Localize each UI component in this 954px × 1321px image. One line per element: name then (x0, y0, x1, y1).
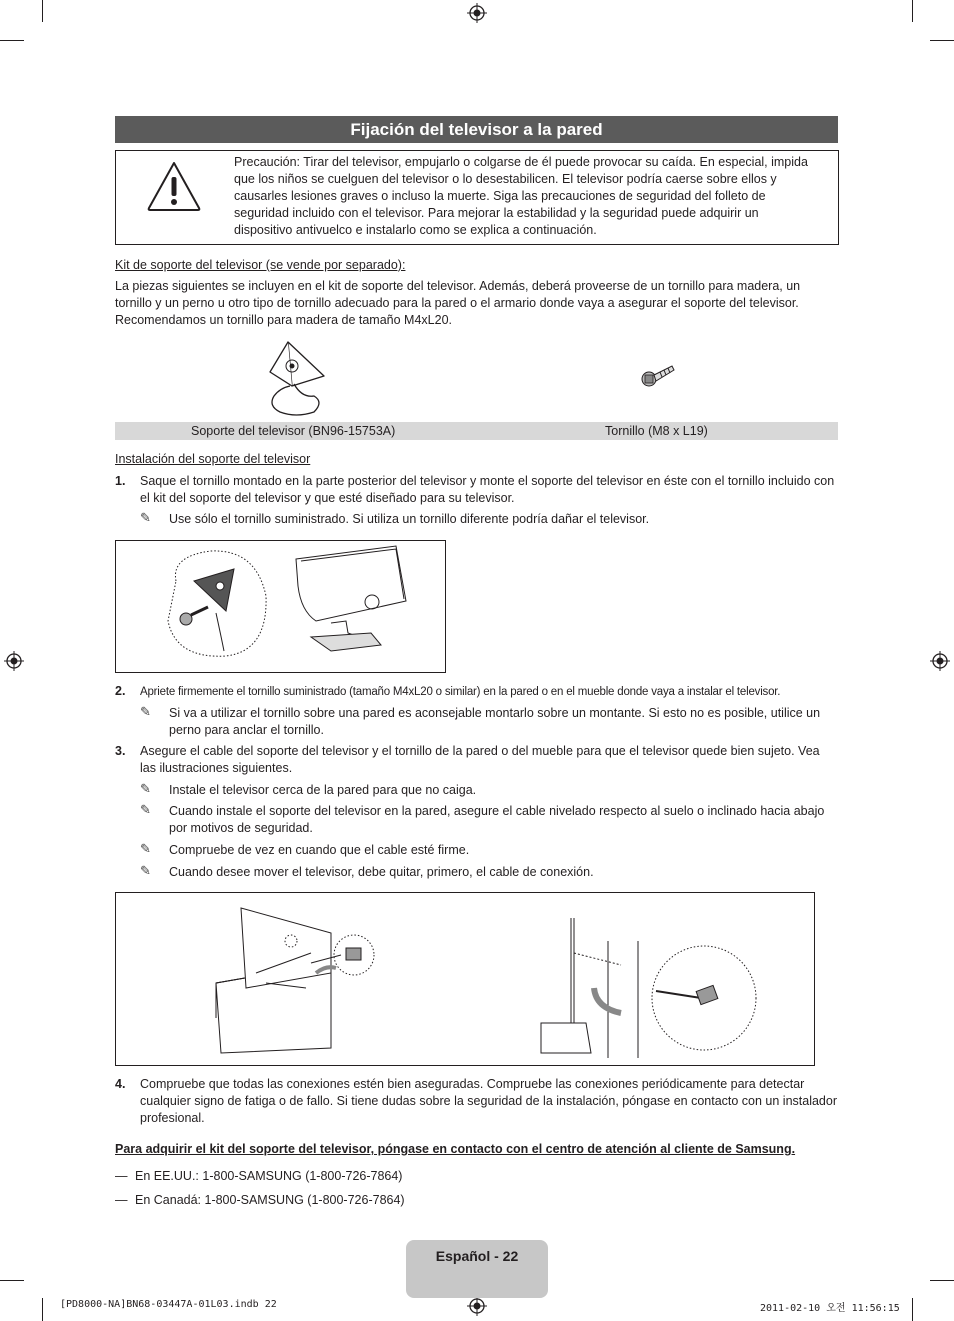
contact-heading: Para adquirir el kit del soporte del televisor, póngase en contacto con el centro de atención al cliente de Samsung. (115, 1142, 796, 1156)
pencil-note-icon: ✎ (140, 510, 151, 525)
pencil-note-icon: ✎ (140, 704, 151, 719)
crop-mark (0, 1280, 24, 1281)
note-text: Cuando instale el soporte del televisor en la pared, asegure el cable nivelado respecto al suelo o inclinado hacia abajo por motivos de seguridad. (169, 804, 825, 835)
registration-mark-icon (930, 651, 950, 671)
install-heading: Instalación del soporte del televisor (115, 452, 311, 466)
crop-mark (930, 40, 954, 41)
contact-line: En Canadá: 1-800-SAMSUNG (1-800-726-7864) (135, 1193, 405, 1207)
caution-text (234, 154, 814, 239)
illustration-bracket-mount (115, 540, 446, 673)
tv-holder-bracket-image (262, 338, 330, 418)
pencil-note-icon: ✎ (140, 863, 151, 878)
step-number: 1. (115, 474, 126, 488)
step-text: Asegure el cable del soporte del televisor y el tornillo de la pared o del mueble para que el televisor quede bien sujeto. Vea las ilustraciones siguientes. (140, 744, 820, 775)
page-title: Fijación del televisor a la pared (115, 116, 838, 143)
crop-mark (0, 40, 24, 41)
step-number: 2. (115, 684, 126, 698)
footer-timestamp: 2011-02-10 오전 11:56:15 (760, 1303, 900, 1314)
note-text: Instale el televisor cerca de la pared para que no caiga. (169, 783, 477, 797)
crop-mark (42, 0, 43, 22)
contact-line: En EE.UU.: 1-800-SAMSUNG (1-800-726-7864) (135, 1169, 403, 1183)
kit-items-bar (115, 422, 838, 440)
crop-mark (42, 1298, 43, 1321)
note-text: Cuando desee mover el televisor, debe quitar, primero, el cable de conexión. (169, 865, 594, 879)
caution-body: : Tirar del televisor, empujarlo o colgarse de él puede provocar su caída. En especial, impida que los niños se cuelguen del televisor o lo desestabilicen. El televisor podría caerse sobre ellos y causarles lesiones graves o incluso la muerte. Siga las precauciones de seguridad del folleto de seguridad incluido con el televisor. Para mejorar la estabilidad y la seguridad puede adquirir un dispositivo antivuelco e instalarlo como se explica a continuación. (234, 155, 808, 237)
step-number: 4. (115, 1077, 126, 1091)
note-text: Si va a utilizar el tornillo sobre una pared es aconsejable montarlo sobre un montante. Si esto no es posible, utilice un perno para anclar el tornillo. (169, 706, 821, 737)
kit-item-holder: Soporte del televisor (BN96-15753A) (191, 424, 396, 438)
crop-mark (912, 1298, 913, 1321)
step-text: Apriete firmemente el tornillo suministrado (tamaño M4xL20 o similar) en la pared o en el mueble donde vaya a instalar el televisor. (140, 686, 781, 698)
note-text: Compruebe de vez en cuando que el cable esté firme. (169, 843, 470, 857)
step-text: Compruebe que todas las conexiones estén bien aseguradas. Compruebe las conexiones periódicamente para detectar cualquier signo de fatiga o de fallo. Si tiene dudas sobre la seguridad de la instalación, póngase en contacto con un instalador profesional. (140, 1077, 838, 1125)
page-number-tab (406, 1240, 548, 1298)
crop-mark (912, 0, 913, 22)
screw-image (640, 363, 676, 389)
pencil-note-icon: ✎ (140, 781, 151, 796)
registration-mark-icon (467, 1296, 487, 1316)
illustration-cable-secure (115, 892, 815, 1066)
step-text: Saque el tornillo montado en la parte posterior del televisor y monte el soporte del televisor en éste con el tornillo incluido con el kit del soporte del televisor y que esté diseñado para su televisor. (140, 474, 835, 505)
registration-mark-icon (467, 3, 487, 23)
warning-triangle-icon (146, 160, 202, 212)
kit-body: La piezas siguientes se incluyen en el kit de soporte del televisor. Además, deberá proveerse de un tornillo para madera, un tornillo y un perno u otro tipo de tornillo adecuado para la pared o el armario donde vaya a asegurar el soporte del televisor. Recomendamos un tornillo para madera de tamaño M4xL20. (115, 279, 801, 327)
note-text: Use sólo el tornillo suministrado. Si utiliza un tornillo diferente podría dañar el televisor. (169, 512, 650, 526)
crop-mark (930, 1280, 954, 1281)
kit-item-screw: Tornillo (M8 x L19) (605, 424, 708, 438)
kit-heading: Kit de soporte del televisor (se vende por separado): (115, 258, 406, 272)
registration-mark-icon (4, 651, 24, 671)
page-label: Español - 22 (435, 1248, 519, 1264)
pencil-note-icon: ✎ (140, 841, 151, 856)
pencil-note-icon: ✎ (140, 802, 151, 817)
footer-file-info: [PD8000-NA]BN68-03447A-01L03.indb 22 (60, 1299, 277, 1310)
dash-icon: — (115, 1193, 128, 1207)
step-number: 3. (115, 744, 126, 758)
caution-label: Precaución (234, 155, 297, 169)
dash-icon: — (115, 1169, 128, 1183)
